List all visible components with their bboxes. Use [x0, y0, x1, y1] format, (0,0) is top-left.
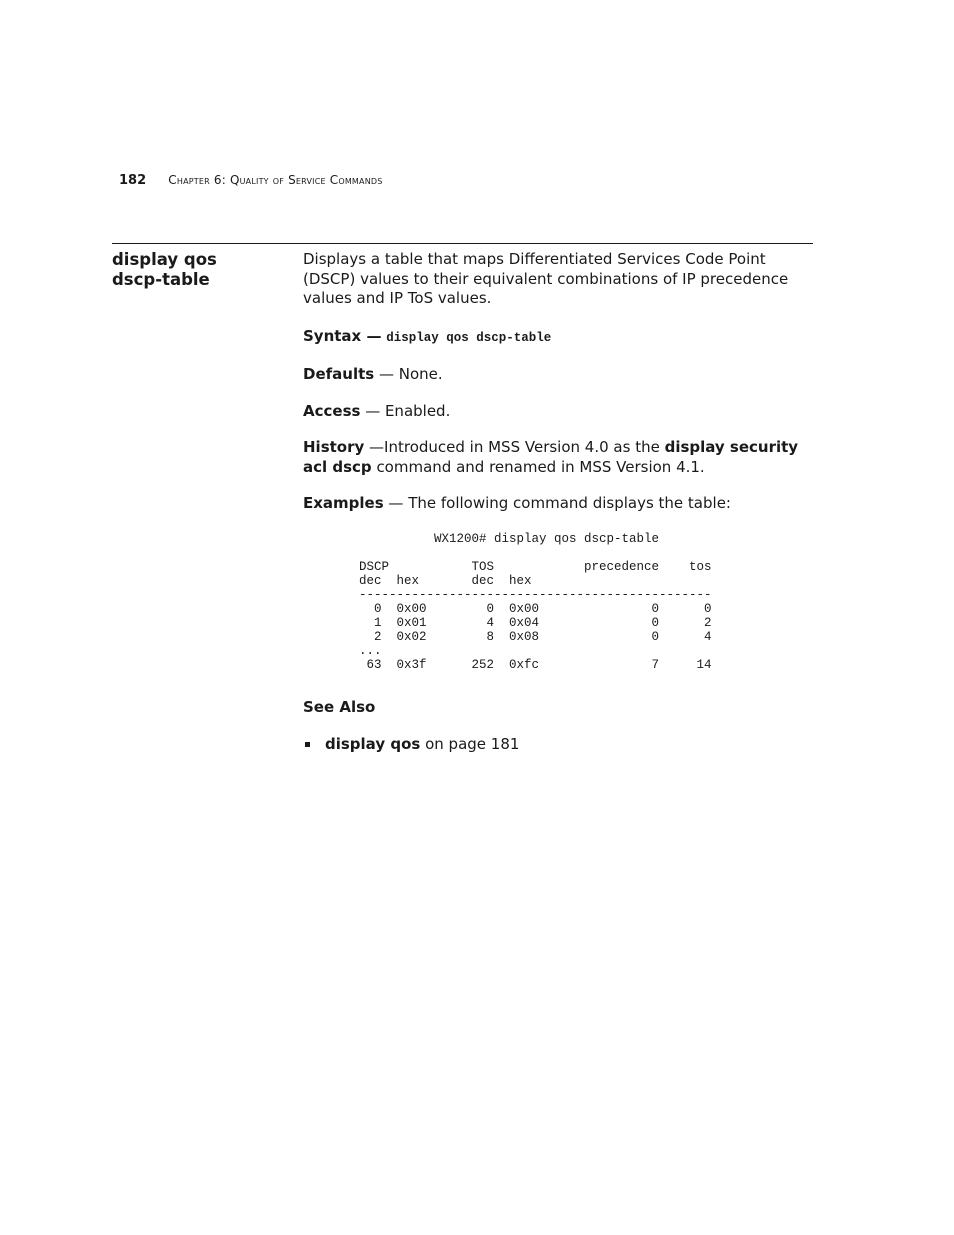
code-line: 2 0x02 8 0x08 0 4 [359, 630, 712, 644]
history-text-1: —Introduced in MSS Version 4.0 as the [364, 438, 665, 456]
syntax-label: Syntax — [303, 326, 382, 345]
see-also-heading-text: See Also [303, 698, 376, 716]
code-line: 1 0x01 4 0x04 0 2 [359, 616, 712, 630]
examples-text: — The following command displays the table: [383, 494, 731, 512]
code-example [359, 532, 712, 672]
syntax-line [303, 327, 815, 349]
see-also-heading [303, 698, 815, 718]
section-rule [112, 243, 813, 244]
see-also-section [303, 698, 815, 754]
history-command: display security acl dscp [303, 438, 799, 476]
section-title-line-2: dscp-table [112, 270, 210, 289]
code-line: ... [359, 644, 382, 658]
syntax-command: display qos dscp-table [386, 330, 552, 345]
defaults-label: Defaults [303, 365, 375, 383]
defaults-text: — None. [374, 365, 443, 383]
see-also-page-ref: on page 181 [420, 734, 520, 753]
history-label: History [303, 438, 365, 456]
examples-line [303, 494, 815, 514]
running-header [119, 172, 383, 189]
code-line: WX1200# display qos dscp-table [359, 532, 660, 546]
history-line [303, 438, 815, 477]
section-title-line-1: display qos [112, 250, 217, 269]
access-line [303, 402, 815, 422]
see-also-link[interactable]: display qos [325, 734, 421, 753]
examples-label: Examples [303, 494, 384, 512]
code-line: 0 0x00 0 0x00 0 0 [359, 602, 712, 616]
defaults-line [303, 365, 815, 385]
bullet-icon [305, 742, 310, 747]
access-label: Access [303, 401, 361, 420]
access-text: — Enabled. [360, 401, 451, 420]
chapter-title: Chapter 6: Quality of Service Commands [168, 173, 383, 187]
history-text-2: command and renamed in MSS Version 4.1. [371, 457, 705, 476]
section-title [112, 250, 292, 290]
description: Displays a table that maps Differentiated Services Code Point (DSCP) values to their equivalent combinations of IP precedence values and IP ToS values. [303, 250, 789, 307]
code-line: 63 0x3f 252 0xfc 7 14 [359, 658, 712, 672]
code-line: ----------------------------------------------- [359, 588, 712, 602]
see-also-item [303, 735, 815, 755]
code-line: DSCP TOS precedence tos [359, 560, 712, 574]
code-line: dec hex dec hex [359, 574, 532, 588]
body-column [303, 250, 815, 514]
page-number: 182 [119, 173, 147, 188]
